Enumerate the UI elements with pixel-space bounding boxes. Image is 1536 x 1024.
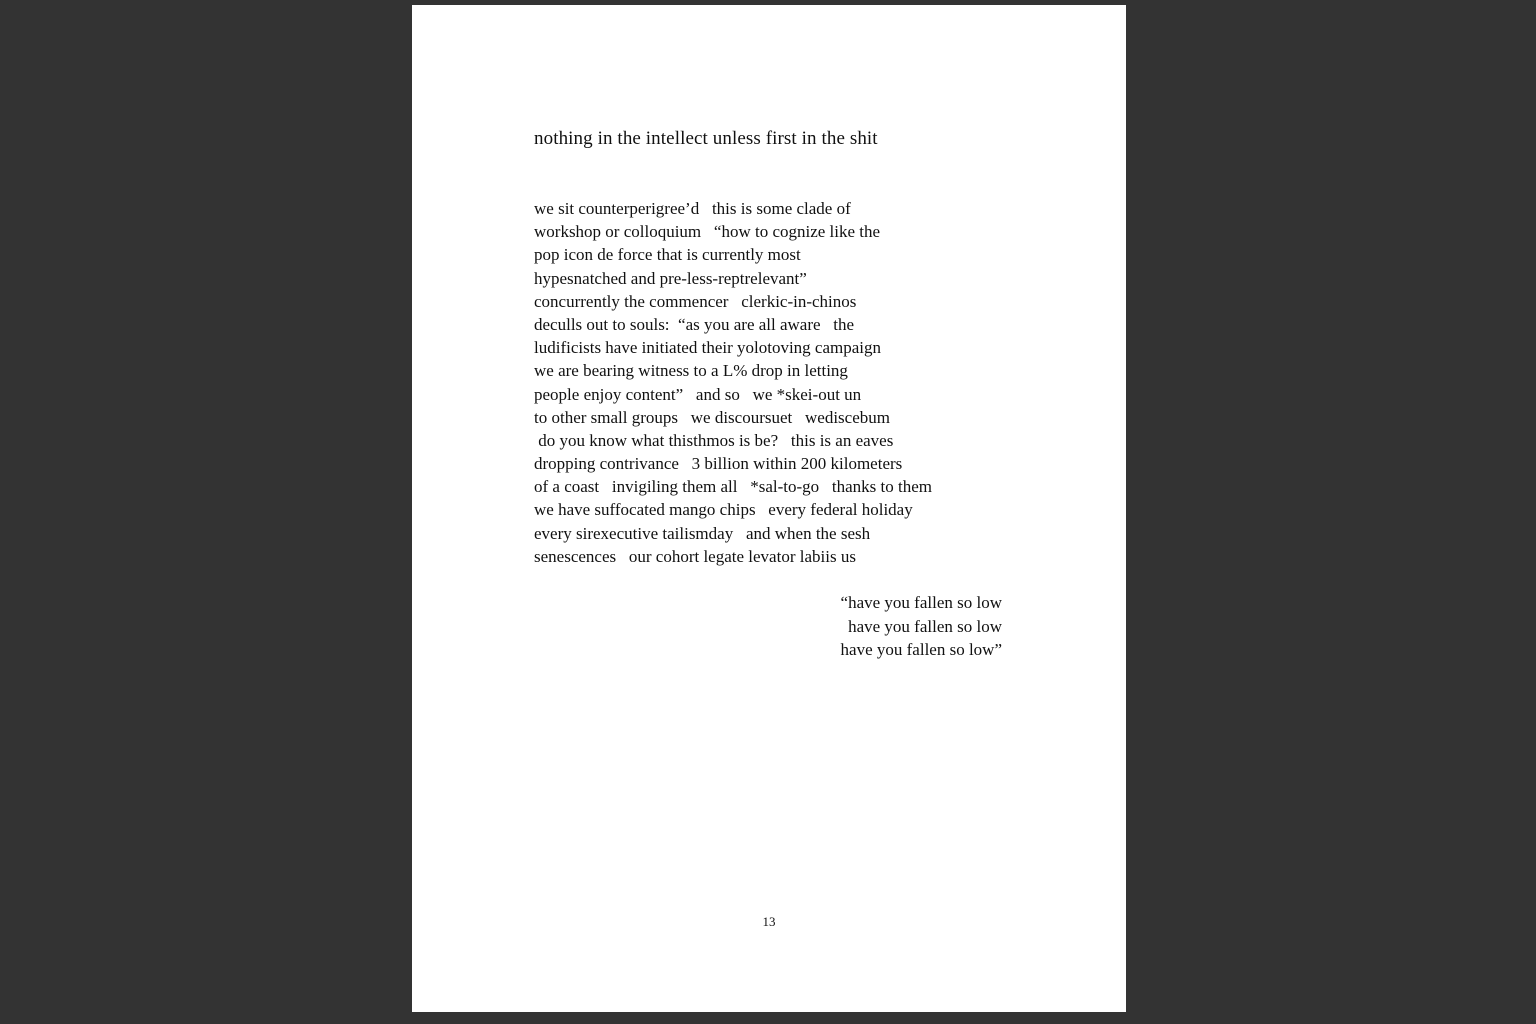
refrain-line: have you fallen so low” xyxy=(840,640,1002,659)
poem-line: do you know what thisthmos is be? this is an eaves xyxy=(534,430,894,450)
poem-line: concurrently the commencer clerkic-in-chinos xyxy=(534,291,857,311)
poem-body xyxy=(534,197,932,568)
poem-line: we have suffocated mango chips every federal holiday xyxy=(534,500,913,520)
poem-line: of a coast invigiling them all *sal-to-go thanks to them xyxy=(534,477,933,497)
poem-line: ludificists have initiated their yolotoving campaign xyxy=(534,338,882,358)
refrain-line: “have you fallen so low xyxy=(840,593,1002,612)
poem-line: to other small groups we discoursuet wediscebum xyxy=(534,407,890,427)
poem-line: workshop or colloquium “how to cognize like the xyxy=(534,222,881,242)
poem-line: we are bearing witness to a L% drop in letting xyxy=(534,361,848,381)
page-number: 13 xyxy=(762,914,776,929)
refrain-line: have you fallen so low xyxy=(848,616,1002,636)
poem-line: we sit counterperigree’d this is some clade of xyxy=(534,199,851,218)
poem-line: senescences our cohort legate levator labiis us xyxy=(534,546,856,566)
poem-line: people enjoy content” and so we *skei-out un xyxy=(534,384,862,404)
poem-line: every sirexecutive tailismday and when the sesh xyxy=(534,523,871,543)
poem-line: dropping contrivance 3 billion within 200 kilometers xyxy=(534,454,903,474)
poem-refrain xyxy=(841,591,1002,662)
poem-line: deculls out to souls: “as you are all aware the xyxy=(534,314,855,334)
poem-line: pop icon de force that is currently most xyxy=(534,245,801,265)
poem-line: hypesnatched and pre-less-reptrelevant” xyxy=(534,268,807,288)
document-page xyxy=(412,5,1126,1012)
poem-title: nothing in the intellect unless first in the shit xyxy=(534,128,878,149)
